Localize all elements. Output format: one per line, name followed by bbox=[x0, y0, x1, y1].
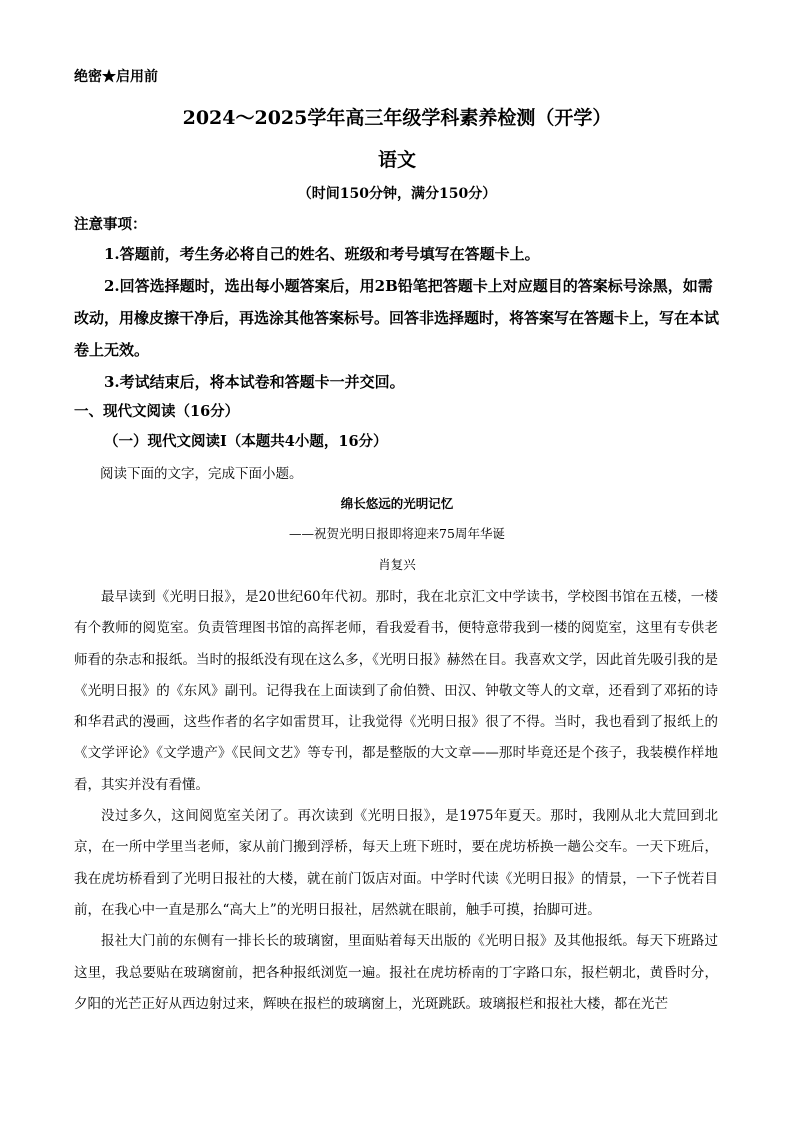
article-author: 肖复兴 bbox=[378, 557, 416, 572]
article-subtitle: ——祝贺光明日报即将迎来75周年华诞 bbox=[289, 526, 505, 541]
article-paragraph: 没过多久，这间阅览室关闭了。再次读到《光明日报》，是1975年夏天。那时，我刚从北大荒回到北京，在一所中学里当老师，家从前门搬到浮桥，每天上班下班时，要在虎坊桥换一趟公交车。一天下班后，我在虎坊桥看到了光明日报社的大楼，就在前门饭店对面。中学时代读《光明日报》的情景，一下子恍若目前，在我心中一直是那么“高大上”的光明日报社，居然就在眼前，触手可摸，抬脚可进。 bbox=[74, 808, 718, 918]
notice-item: 1.答题前，考生务必将自己的姓名、班级和考号填写在答题卡上。 bbox=[104, 245, 540, 263]
article-paragraph: 报社大门前的东侧有一排长长的玻璃窗，里面贴着每天出版的《光明日报》及其他报纸。每天下班路过这里，我总要贴在玻璃窗前，把各种报纸浏览一遍。报社在虎坊桥南的丁字路口东，报栏朝北，黄昏时分，夕阳的光芒正好从西边射过来，辉映在报栏的玻璃窗上，光斑跳跃。玻璃报栏和报社大楼，都在光芒 bbox=[74, 933, 718, 1012]
confidential-label: 绝密★启用前 bbox=[74, 69, 158, 85]
notice-list bbox=[74, 238, 720, 398]
notice-item: 2.回答选择题时，选出每小题答案后，用2B铅笔把答题卡上对应题目的答案标号涂黑，如需改动，用橡皮擦干净后，再选涂其他答案标号。回答非选择题时，将答案写在答题卡上，写在本试卷上无效。 bbox=[74, 277, 720, 359]
subject-title: 语文 bbox=[377, 149, 416, 171]
article-paragraph: 最早读到《光明日报》，是20世纪60年代初。那时，我在北京汇文中学读书，学校图书馆在五楼，一楼有个教师的阅览室。负责管理图书馆的高挥老师，看我爱看书，便特意带我到一楼的阅览室，这里有专供老师看的杂志和报纸。当时的报纸没有现在这么多，《光明日报》赫然在目。我喜欢文学，因此首先吸引我的是《光明日报》的《东风》副刊。记得我在上面读到了俞伯赞、田汉、钟敬文等人的文章，还看到了邓拓的诗和华君武的漫画，这些作者的名字如雷贯耳，让我觉得《光明日报》很了不得。当时，我也看到了报纸上的《文学评论》《文学遗产》《民间文艺》等专刊，都是整版的大文章——那时毕竟还是个孩子，我装模作样地看，其实并没有看懂。 bbox=[74, 589, 718, 793]
article-title: 绵长悠远的光明记忆 bbox=[340, 496, 454, 511]
reading-instruction: 阅读下面的文字，完成下面小题。 bbox=[100, 466, 303, 482]
time-and-score: （时间150分钟，满分150分） bbox=[297, 186, 497, 202]
section-heading: 一、现代文阅读（16分） bbox=[74, 403, 240, 420]
notice-heading: 注意事项： bbox=[74, 216, 147, 233]
subsection-heading: （一）现代文阅读Ⅰ（本题共4小题，16分） bbox=[104, 433, 388, 450]
notice-item: 3.考试结束后，将本试卷和答题卡一并交回。 bbox=[104, 373, 405, 391]
exam-title: 2024～2025学年高三年级学科素养检测（开学） bbox=[182, 107, 612, 129]
article-body bbox=[74, 582, 718, 1020]
